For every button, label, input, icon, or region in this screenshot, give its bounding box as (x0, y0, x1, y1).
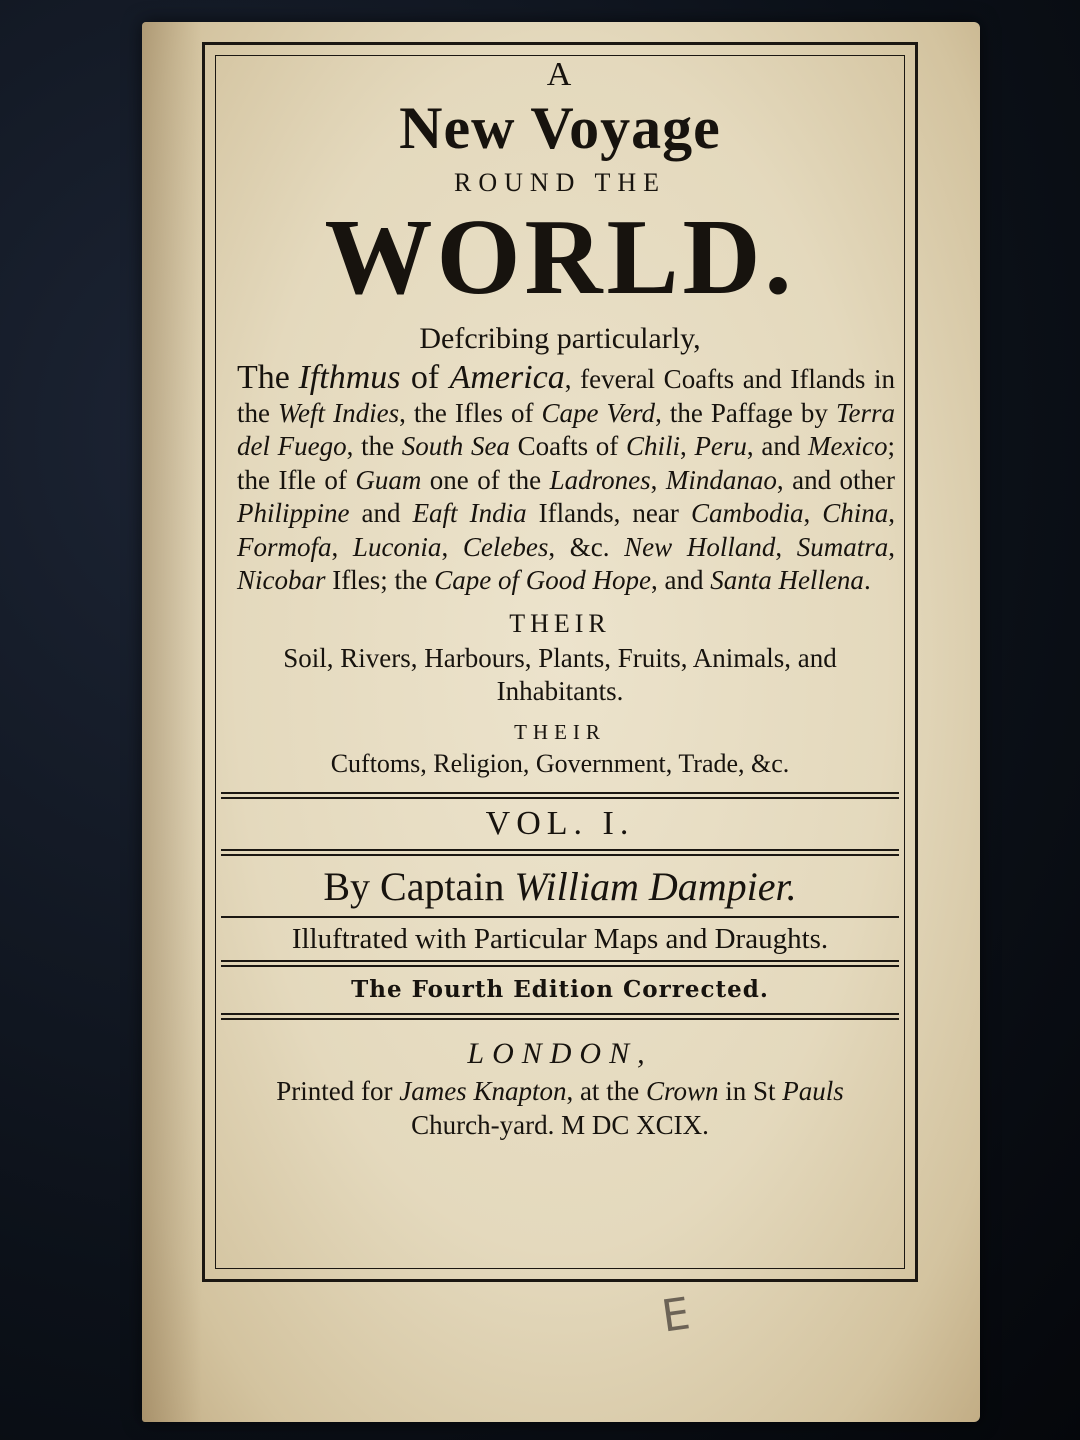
desc-text-10: , (650, 464, 666, 495)
desc-mexico: Mexico (808, 431, 888, 461)
desc-sumatra: Sumatra (796, 531, 889, 562)
imprint-printed-for: Printed for (276, 1075, 400, 1106)
desc-text-5: Coafts of (509, 431, 626, 461)
edition-line: The Fourth Edition Corrected. (351, 975, 769, 1003)
desc-text-2: , the Ifles of (399, 397, 542, 428)
desc-new-holland: New Holland (624, 531, 776, 562)
desc-mindanao: Mindanao (665, 464, 777, 495)
desc-chili: Chili (625, 431, 680, 461)
desc-celebes: Celebes (462, 531, 549, 562)
desc-text-16: , (331, 531, 353, 562)
imprint-pauls: Pauls (782, 1075, 844, 1106)
desc-west-indies: Weft Indies (278, 397, 400, 428)
desc-luconia: Luconia (352, 531, 442, 562)
desc-ladrones: Ladrones (549, 464, 651, 495)
desc-text-13: Iflands, near (526, 498, 691, 528)
illustrated-line: Illuftrated with Particular Maps and Draughts. (291, 922, 829, 955)
desc-text-19: , (775, 531, 797, 562)
customs-line: Cuftoms, Religion, Government, Trade, &c. (330, 748, 790, 778)
desc-guam: Guam (355, 464, 422, 495)
author-line (217, 858, 903, 916)
their-heading-2: THEIR (514, 719, 606, 744)
imprint-city: LONDON, (467, 1036, 653, 1070)
desc-of: of (400, 359, 450, 396)
imprint-crown: Crown (645, 1075, 719, 1106)
desc-text-4: , the (346, 431, 402, 461)
imprint-printer: James Knapton (399, 1075, 567, 1106)
imprint-printed-line (217, 1074, 903, 1108)
author-by: By Captain (323, 863, 515, 909)
desc-text-20: , (888, 531, 896, 562)
desc-cape-of-good-hope: Cape of Good Hope (434, 565, 651, 595)
desc-cambodia: Cambodia (690, 498, 804, 528)
desc-cape-verd: Cape Verd (541, 397, 656, 428)
rule-above-volume (221, 792, 899, 799)
desc-santa-hellena: Santa Hellena (710, 565, 864, 595)
desc-text-3: , the Paffage by (655, 397, 836, 428)
desc-america: America (449, 359, 565, 396)
rule-below-edition (221, 1013, 899, 1020)
desc-text-14: , (803, 498, 823, 528)
desc-philippine: Philippine (237, 498, 350, 528)
desc-text-18: , &c. (548, 531, 625, 562)
desc-china: China (822, 498, 889, 528)
imprint-in: in St (718, 1075, 783, 1106)
desc-lead: The (237, 359, 290, 396)
rule-below-volume (221, 849, 899, 856)
desc-text-7: , and (746, 431, 809, 461)
desc-text-8: ; the Ifle of (237, 431, 895, 495)
title-article: A (546, 56, 574, 93)
title-page-leaf (142, 22, 980, 1422)
desc-isthmus: Ifthmus (298, 359, 401, 396)
desc-text-23: . (863, 565, 871, 595)
title-page-text (217, 53, 903, 1279)
desc-text-12: and (349, 498, 413, 528)
desc-peru: Peru (694, 431, 747, 461)
desc-text-1: , feveral Coafts and Iflands in the (237, 364, 896, 428)
desc-formosa: Formofa (237, 531, 332, 562)
imprint-churchyard-date: Church-yard. M DC XCIX. (411, 1109, 709, 1140)
title-world: WORLD. (324, 198, 796, 317)
desc-text-6: , (680, 431, 695, 461)
description-paragraph (237, 361, 895, 598)
pencil-mark: E (658, 1288, 694, 1343)
desc-text-21: Ifles; the (325, 565, 435, 595)
desc-text-15: , (888, 498, 896, 528)
desc-nicobar: Nicobar (237, 565, 326, 595)
desc-east-india: Eaft India (412, 498, 527, 528)
desc-text-9: one of the (421, 464, 550, 495)
imprint-at: , at the (566, 1075, 646, 1106)
volume-label: VOL. I. (485, 804, 635, 842)
desc-text-22: , and (650, 565, 711, 595)
soil-line: Soil, Rivers, Harbours, Plants, Fruits, Animals, and Inhabitants. (283, 642, 837, 706)
title-new-voyage: New Voyage (399, 95, 721, 161)
title-round-the: ROUND THE (453, 168, 667, 197)
desc-south-sea: South Sea (401, 431, 510, 461)
describing-heading: Defcribing particularly, (419, 322, 701, 355)
rule-above-edition (221, 960, 899, 967)
their-heading-1: THEIR (509, 608, 611, 638)
author-name: William Dampier. (514, 863, 797, 909)
desc-text-17: , (441, 531, 463, 562)
desc-terra-del-fuego: Terra del Fuego (237, 397, 896, 461)
outer-border-rule (202, 42, 918, 1282)
desc-text-11: , and other (776, 464, 896, 495)
page-edge-shading (142, 22, 202, 1422)
